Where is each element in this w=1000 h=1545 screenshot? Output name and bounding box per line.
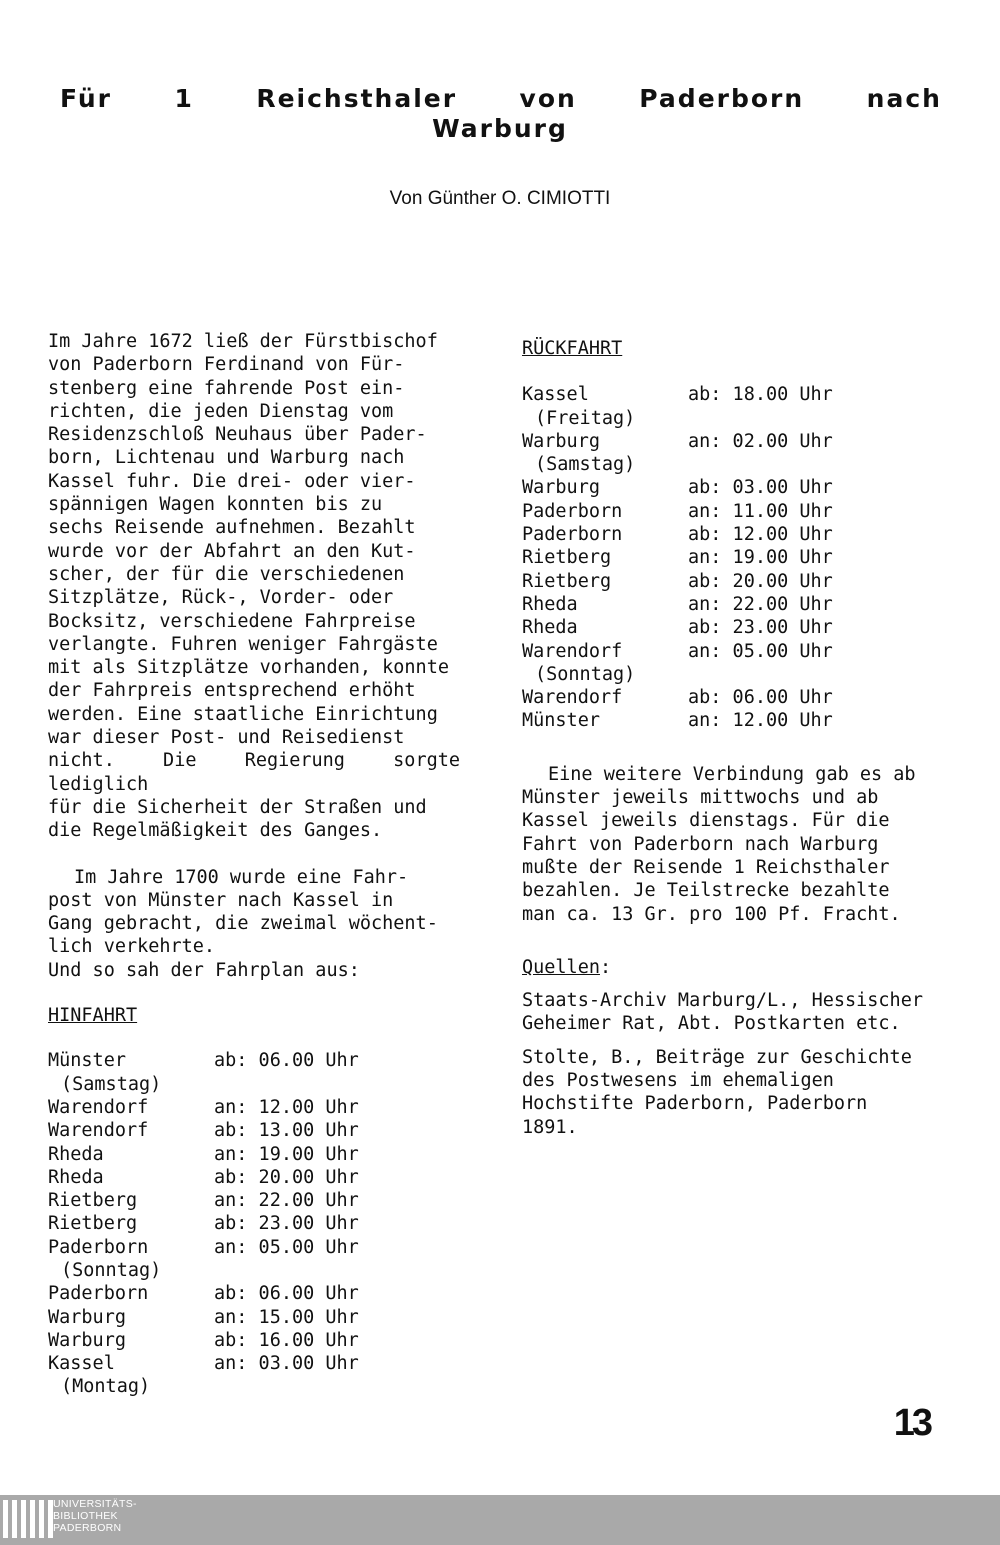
- text-line: lich verkehrte.: [48, 936, 216, 958]
- text-line: Im Jahre 1700 wurde eine Fahr-: [74, 866, 409, 888]
- rueckfahrt-timetable: [522, 383, 833, 732]
- text-line: spännigen Wagen konnten bis zu: [48, 494, 383, 516]
- title-word: Reichsthaler: [256, 84, 458, 113]
- timetable-row: [48, 1189, 359, 1212]
- text-line: verlangte. Fuhren weniger Fahrgäste: [48, 633, 438, 655]
- timetable-place: (Freitag): [535, 407, 636, 429]
- text-line: richten, die jeden Dienstag vom: [48, 400, 394, 422]
- timetable-place: Rheda: [48, 1143, 104, 1165]
- text-line: Im Jahre 1672 ließ der Fürstbischof: [48, 331, 438, 352]
- timetable-row: [522, 593, 833, 616]
- timetable-place: (Samstag): [61, 1073, 162, 1095]
- second-paragraph-end: Und so sah der Fahrplan aus:: [48, 959, 360, 981]
- timetable-time: [214, 1375, 359, 1398]
- timetable-place: Paderborn: [48, 1236, 149, 1258]
- text-line: stenberg eine fahrende Post ein-: [48, 377, 405, 399]
- timetable-place: Münster: [522, 710, 600, 732]
- timetable-time: ab: 13.00 Uhr: [214, 1120, 359, 1142]
- title-word: von: [519, 84, 577, 113]
- timetable-place: Warendorf: [48, 1096, 149, 1118]
- hinfahrt-heading: HINFAHRT: [48, 1005, 138, 1027]
- timetable-time: an: 22.00 Uhr: [688, 593, 833, 615]
- text-line: für die Sicherheit der Straßen und: [48, 796, 427, 818]
- timetable-time: [688, 663, 833, 686]
- timetable-time: [214, 1073, 359, 1096]
- timetable-place: Paderborn: [522, 500, 623, 522]
- text-line: Fahrt von Paderborn nach Warburg: [522, 833, 879, 855]
- timetable-row: [48, 1073, 359, 1096]
- timetable-row: [48, 1236, 359, 1259]
- timetable-time: an: 02.00 Uhr: [688, 430, 833, 452]
- article-title: [40, 84, 960, 144]
- timetable-time: ab: 06.00 Uhr: [214, 1283, 359, 1305]
- text-line: der Fahrpreis entsprechend erhöht: [48, 680, 416, 702]
- timetable-time: an: 12.00 Uhr: [214, 1096, 359, 1118]
- logo-line: UNIVERSITÄTS-: [53, 1498, 137, 1510]
- timetable-time: ab: 06.00 Uhr: [688, 687, 833, 709]
- text-line: Kassel jeweils dienstags. Für die: [522, 810, 890, 832]
- timetable-row: [522, 383, 833, 406]
- text-line: nicht. Die Regierung sorgte lediglich: [48, 750, 460, 795]
- timetable-place: Rietberg: [48, 1213, 138, 1235]
- second-paragraph: [48, 866, 460, 959]
- timetable-time: an: 05.00 Uhr: [688, 640, 833, 662]
- timetable-place: Paderborn: [522, 524, 623, 546]
- text-line: bezahlen. Je Teilstrecke bezahlte: [522, 880, 890, 902]
- timetable-place: Rietberg: [48, 1190, 138, 1212]
- timetable-row: [48, 1306, 359, 1329]
- timetable-place: Warburg: [48, 1329, 126, 1351]
- timetable-time: an: 19.00 Uhr: [688, 547, 833, 569]
- logo-line: PADERBORN: [53, 1522, 122, 1534]
- text-line: Bocksitz, verschiedene Fahrpreise: [48, 610, 416, 632]
- timetable-row: [48, 1096, 359, 1119]
- timetable-row: [522, 686, 833, 709]
- library-logo-text: [53, 1498, 137, 1534]
- text-line: 1891.: [522, 1116, 578, 1138]
- sources-heading: Quellen: [522, 956, 600, 978]
- timetable-row: [48, 1119, 359, 1142]
- timetable-row: [48, 1049, 359, 1072]
- timetable-place: Warburg: [522, 430, 600, 452]
- timetable-row: [48, 1329, 359, 1352]
- timetable-row: [48, 1212, 359, 1235]
- text-line: Stolte, B., Beiträge zur Geschichte: [522, 1046, 912, 1068]
- timetable-time: [214, 1259, 359, 1282]
- timetable-row: [522, 453, 833, 476]
- timetable-place: Rietberg: [522, 547, 612, 569]
- timetable-place: Rietberg: [522, 570, 612, 592]
- intro-paragraph: [48, 330, 460, 843]
- timetable-row: [522, 500, 833, 523]
- timetable-time: ab: 18.00 Uhr: [688, 384, 833, 406]
- timetable-row: [522, 476, 833, 499]
- timetable-row: [522, 407, 833, 430]
- sources-heading-line: [522, 956, 935, 979]
- timetable-time: ab: 20.00 Uhr: [688, 570, 833, 592]
- timetable-place: (Sonntag): [61, 1259, 162, 1281]
- timetable-time: ab: 06.00 Uhr: [214, 1050, 359, 1072]
- text-line: war dieser Post- und Reisedienst: [48, 727, 405, 749]
- timetable-row: [48, 1259, 359, 1282]
- text-line: mußte der Reisende 1 Reichsthaler: [522, 856, 890, 878]
- text-line: Hochstifte Paderborn, Paderborn: [522, 1093, 868, 1115]
- timetable-place: Warburg: [522, 477, 600, 499]
- text-line: mit als Sitzplätze vorhanden, konnte: [48, 657, 449, 679]
- timetable-time: an: 12.00 Uhr: [688, 710, 833, 732]
- text-line: Eine weitere Verbindung gab es ab: [548, 763, 916, 785]
- timetable-time: [688, 453, 833, 476]
- timetable-row: [522, 546, 833, 569]
- timetable-row: [522, 523, 833, 546]
- text-line: wurde vor der Abfahrt an den Kut-: [48, 540, 416, 562]
- timetable-row: [522, 640, 833, 663]
- author-byline: Von Günther O. CIMIOTTI: [389, 188, 611, 209]
- timetable-place: Rheda: [522, 617, 578, 639]
- library-footer: [0, 1495, 1000, 1545]
- timetable-place: Warendorf: [48, 1120, 149, 1142]
- timetable-time: an: 03.00 Uhr: [214, 1353, 359, 1375]
- text-line: von Paderborn Ferdinand von Für-: [48, 354, 405, 376]
- timetable-place: Rheda: [522, 593, 578, 615]
- timetable-row: [48, 1143, 359, 1166]
- connection-paragraph: [522, 763, 935, 926]
- timetable-time: ab: 03.00 Uhr: [688, 477, 833, 499]
- timetable-time: ab: 16.00 Uhr: [214, 1329, 359, 1351]
- text-line: scher, der für die verschiedenen: [48, 563, 405, 585]
- text-line: Staats-Archiv Marburg/L., Hessischer: [522, 990, 923, 1012]
- timetable-place: (Montag): [61, 1376, 151, 1398]
- text-line: man ca. 13 Gr. pro 100 Pf. Fracht.: [522, 903, 901, 925]
- timetable-time: ab: 20.00 Uhr: [214, 1166, 359, 1188]
- text-line: die Regelmäßigkeit des Ganges.: [48, 820, 383, 842]
- timetable-row: [48, 1352, 359, 1375]
- sources-heading-colon: :: [599, 956, 612, 978]
- timetable-row: [48, 1375, 359, 1398]
- timetable-row: [522, 430, 833, 453]
- title-word: Für: [60, 84, 112, 113]
- text-line: Residenzschloß Neuhaus über Pader-: [48, 424, 427, 446]
- timetable-time: an: 19.00 Uhr: [214, 1143, 359, 1165]
- timetable-row: [522, 709, 833, 732]
- timetable-row: [522, 663, 833, 686]
- text-line: born, Lichtenau und Warburg nach: [48, 447, 405, 469]
- timetable-row: [522, 616, 833, 639]
- timetable-time: ab: 23.00 Uhr: [214, 1213, 359, 1235]
- text-line: Sitzplätze, Rück-, Vorder- oder: [48, 587, 394, 609]
- timetable-place: (Samstag): [535, 454, 636, 476]
- timetable-time: an: 22.00 Uhr: [214, 1190, 359, 1212]
- timetable-place: Kassel: [48, 1353, 115, 1375]
- logo-line: BIBLIOTHEK: [53, 1510, 118, 1522]
- title-line-2: Warburg: [432, 114, 568, 143]
- timetable-time: an: 05.00 Uhr: [214, 1236, 359, 1258]
- timetable-time: ab: 23.00 Uhr: [688, 617, 833, 639]
- hinfahrt-timetable: [48, 1049, 359, 1398]
- timetable-place: Warendorf: [522, 640, 623, 662]
- text-line: post von Münster nach Kassel in: [48, 889, 394, 911]
- timetable-time: an: 11.00 Uhr: [688, 500, 833, 522]
- timetable-row: [48, 1166, 359, 1189]
- timetable-place: Paderborn: [48, 1283, 149, 1305]
- timetable-time: an: 15.00 Uhr: [214, 1306, 359, 1328]
- title-word: 1: [174, 84, 194, 113]
- title-word: Paderborn: [639, 84, 805, 113]
- timetable-place: Warburg: [48, 1306, 126, 1328]
- timetable-place: Rheda: [48, 1166, 104, 1188]
- page-number: 13: [893, 1402, 930, 1444]
- text-line: Geheimer Rat, Abt. Postkarten etc.: [522, 1013, 901, 1035]
- text-line: sechs Reisende aufnehmen. Bezahlt: [48, 517, 416, 539]
- right-column: [522, 337, 935, 1139]
- text-line: Gang gebracht, die zweimal wöchent-: [48, 913, 438, 935]
- rueckfahrt-heading: RÜCKFAHRT: [522, 338, 623, 359]
- timetable-row: [48, 1282, 359, 1305]
- timetable-time: [688, 407, 833, 430]
- timetable-row: [522, 570, 833, 593]
- timetable-time: ab: 12.00 Uhr: [688, 524, 833, 546]
- source-1: [522, 989, 935, 1036]
- title-word: nach: [866, 84, 942, 113]
- text-line: Kassel fuhr. Die drei- oder vier-: [48, 470, 416, 492]
- timetable-place: Münster: [48, 1050, 126, 1072]
- library-logo-icon: [3, 1500, 53, 1538]
- text-line: des Postwesens im ehemaligen: [522, 1070, 834, 1092]
- title-line-1: [40, 84, 960, 114]
- source-2: [522, 1046, 935, 1139]
- timetable-place: (Sonntag): [535, 663, 636, 685]
- timetable-place: Warendorf: [522, 687, 623, 709]
- text-line: Münster jeweils mittwochs und ab: [522, 787, 879, 809]
- text-line: werden. Eine staatliche Einrichtung: [48, 703, 438, 725]
- left-column: [48, 330, 460, 1399]
- timetable-place: Kassel: [522, 384, 589, 406]
